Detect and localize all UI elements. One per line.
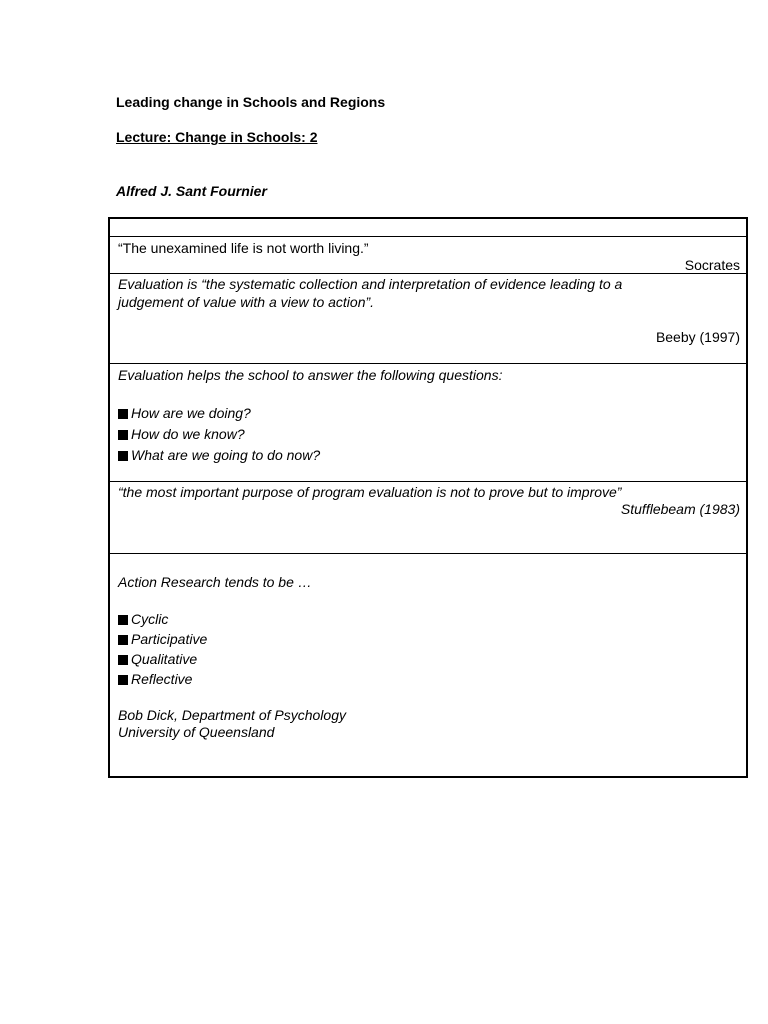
list-item: Participative [118, 630, 207, 648]
action-research-row [110, 554, 746, 776]
stufflebeam-quote-text: “the most important purpose of program evaluation is not to prove but to improve” [118, 484, 622, 500]
list-item: How do we know? [118, 425, 245, 443]
bullet-square-icon [118, 655, 128, 665]
questions-intro: Evaluation helps the school to answer the following questions: [118, 367, 503, 383]
stufflebeam-quote-row [110, 482, 746, 554]
list-item: Qualitative [118, 650, 197, 668]
socrates-quote-text: “The unexamined life is not worth living.” [118, 240, 369, 256]
socrates-quote-row [110, 237, 746, 274]
socrates-attribution: Socrates [684, 257, 740, 273]
bullet-square-icon [118, 430, 128, 440]
list-item: How are we doing? [118, 404, 251, 422]
source-line-1: Bob Dick, Department of Psychology [118, 707, 346, 723]
content-table [108, 217, 748, 778]
bullet-square-icon [118, 675, 128, 685]
evaluation-questions-row [110, 364, 746, 482]
list-item: Reflective [118, 670, 192, 688]
author-name: Alfred J. Sant Fournier [116, 183, 267, 199]
source-line-2: University of Queensland [118, 724, 275, 740]
beeby-attribution: Beeby (1997) [655, 329, 740, 345]
bullet-square-icon [118, 635, 128, 645]
list-item: What are we going to do now? [118, 446, 320, 464]
document-title: Leading change in Schools and Regions [116, 94, 386, 110]
definition-line-1: Evaluation is “the systematic collection and interpretation of evidence leading to a [118, 276, 623, 292]
action-research-intro: Action Research tends to be … [118, 574, 312, 590]
definition-line-2: judgement of value with a view to action”. [118, 294, 375, 310]
bullet-square-icon [118, 615, 128, 625]
bullet-square-icon [118, 451, 128, 461]
list-item: Cyclic [118, 610, 168, 628]
stufflebeam-attribution: Stufflebeam (1983) [620, 501, 740, 517]
evaluation-definition-row [110, 274, 746, 364]
lecture-title: Lecture: Change in Schools: 2 [116, 129, 318, 145]
empty-header-row [110, 219, 746, 237]
bullet-square-icon [118, 409, 128, 419]
